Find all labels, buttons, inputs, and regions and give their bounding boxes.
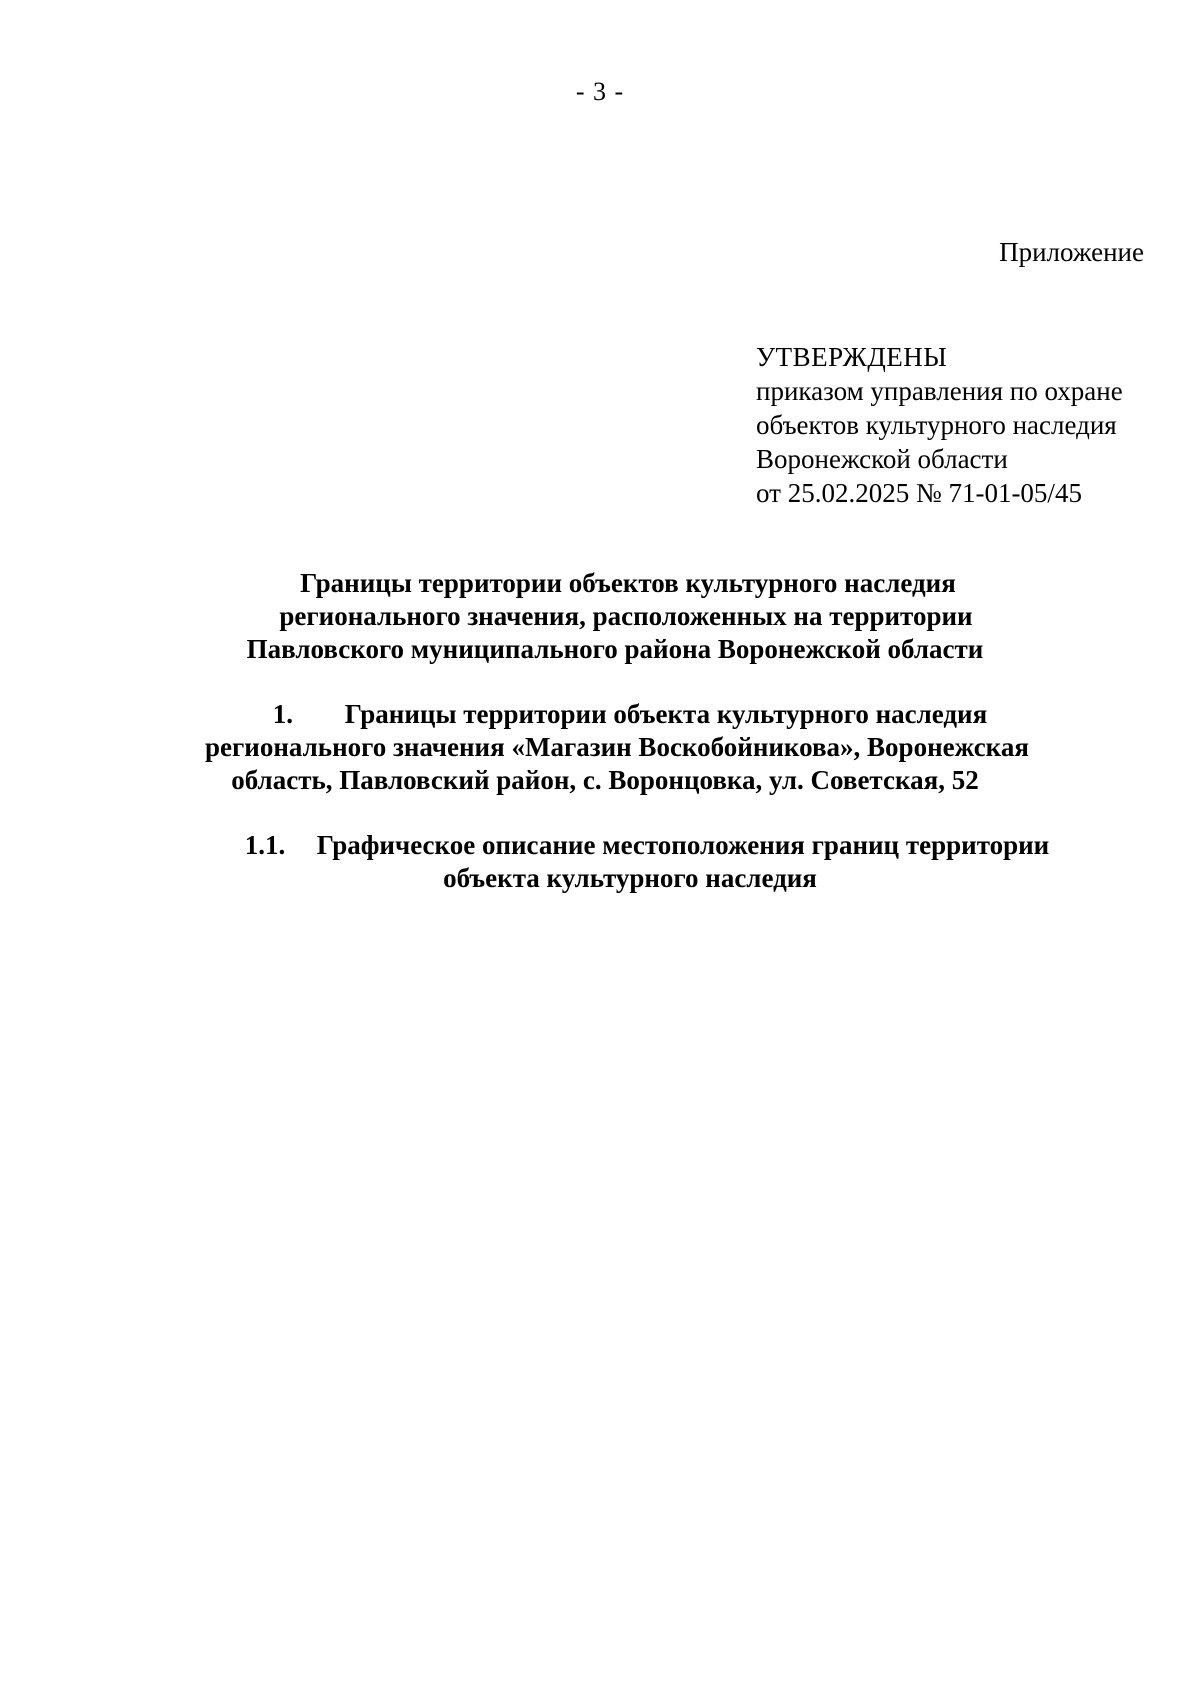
subsection-heading — [0, 829, 1200, 895]
section-heading-line: область, Павловский район, с. Воронцовка, ул. Советская, 52 — [231, 765, 979, 795]
approval-line: приказом управления по охране — [756, 376, 1123, 406]
subsection-heading-line: Графическое описание местоположения границ территории — [316, 830, 1050, 860]
approval-date-number: от 25.02.2025 № 71-01-05/45 — [756, 478, 1082, 508]
section-number: 1. — [272, 699, 294, 729]
main-heading-line: Границы территории объектов культурного наследия — [300, 568, 956, 598]
section-heading-line: Границы территории объекта культурного наследия — [344, 699, 988, 729]
section-heading-line: регионального значения «Магазин Воскобойникова», Воронежская — [205, 732, 1029, 762]
approval-title: УТВЕРЖДЕНЫ — [756, 342, 948, 372]
approval-line: объектов культурного наследия — [756, 410, 1117, 440]
main-heading-line: регионального значения, расположенных на территории — [279, 601, 973, 631]
appendix-label: Приложение — [999, 237, 1144, 267]
approval-line: Воронежской области — [756, 444, 1008, 474]
page-number: - 3 - — [575, 77, 625, 106]
main-heading — [0, 567, 1200, 666]
subsection-number: 1.1. — [244, 830, 286, 860]
subsection-heading-first-line — [0, 829, 1200, 862]
section-heading — [0, 698, 1200, 797]
subsection-heading-line: объекта культурного наследия — [443, 863, 817, 893]
approval-block — [756, 340, 1176, 510]
section-heading-first-line — [0, 698, 1200, 731]
main-heading-line: Павловского муниципального района Воронежской области — [246, 634, 984, 664]
